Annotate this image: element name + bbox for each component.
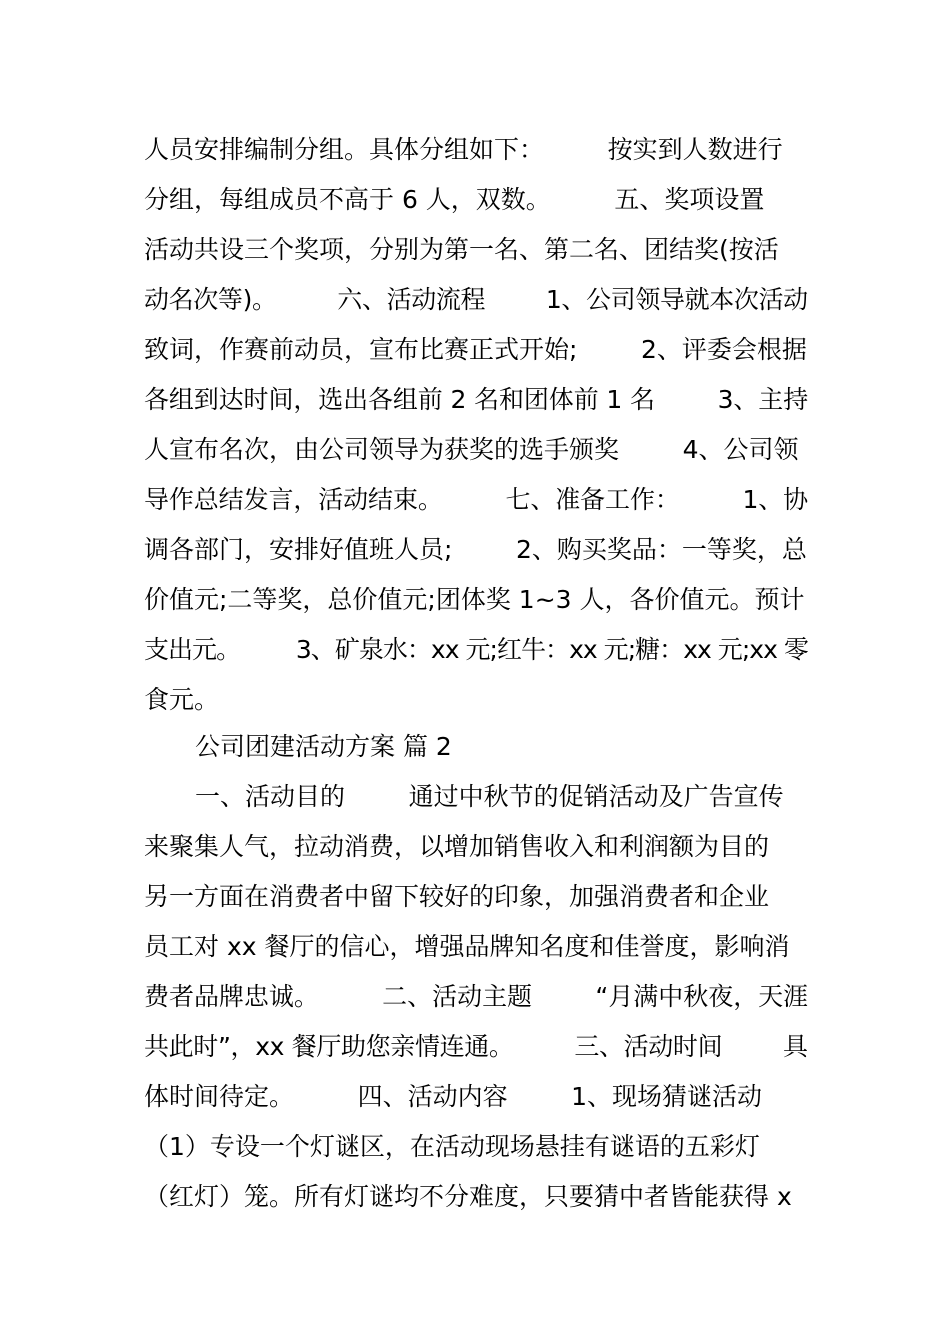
text-line: 一、活动目的 通过中秋节的促销活动及广告宣传 [195,782,784,811]
text-line: （红灯）笼。所有灯谜均不分难度，只要猜中者皆能获得 x [144,1182,792,1211]
text-line: 分组，每组成员不高于 6 人，双数。 五、奖项设置 [144,185,765,214]
text-line: 价值元;二等奖，总价值元;团体奖 1~3 人，各价值元。预计 [144,585,805,614]
text-line: 另一方面在消费者中留下较好的印象，加强消费者和企业 [144,882,770,911]
section-heading: 公司团建活动方案 篇 2 [195,732,452,761]
text-line: 调各部门，安排好值班人员; 2、购买奖品：一等奖，总 [144,535,807,564]
text-line: 导作总结发言，活动结束。 七、准备工作： 1、协 [144,485,809,514]
text-line: 体时间待定。 四、活动内容 1、现场猜谜活动 [144,1082,763,1111]
text-line: 支出元。 3、矿泉水：xx 元;红牛：xx 元;糖：xx 元;xx 零 [144,635,808,664]
text-line: 活动共设三个奖项，分别为第一名、第二名、团结奖(按活 [144,235,779,264]
text-line: 人宣布名次，由公司领导为获奖的选手颁奖 4、公司领 [144,435,799,464]
text-line: 来聚集人气，拉动消费，以增加销售收入和利润额为目的 [144,832,770,861]
text-line: （1）专设一个灯谜区，在活动现场悬挂有谜语的五彩灯 [144,1132,760,1161]
text-line: 员工对 xx 餐厅的信心，增强品牌知名度和佳誉度，影响消 [144,932,790,961]
text-line: 食元。 [144,685,220,714]
text-line: 人员安排编制分组。具体分组如下： 按实到人数进行 [144,135,783,164]
text-line: 动名次等)。 六、活动流程 1、公司领导就本次活动 [144,285,808,314]
text-line: 致词，作赛前动员，宣布比赛正式开始; 2、评委会根据 [144,335,807,364]
text-line: 共此时”，xx 餐厅助您亲情连通。 三、活动时间 具 [144,1032,808,1061]
text-line: 各组到达时间，选出各组前 2 名和团体前 1 名 3、主持 [144,385,809,414]
text-line: 费者品牌忠诚。 二、活动主题 “月满中秋夜，天涯 [144,982,809,1011]
